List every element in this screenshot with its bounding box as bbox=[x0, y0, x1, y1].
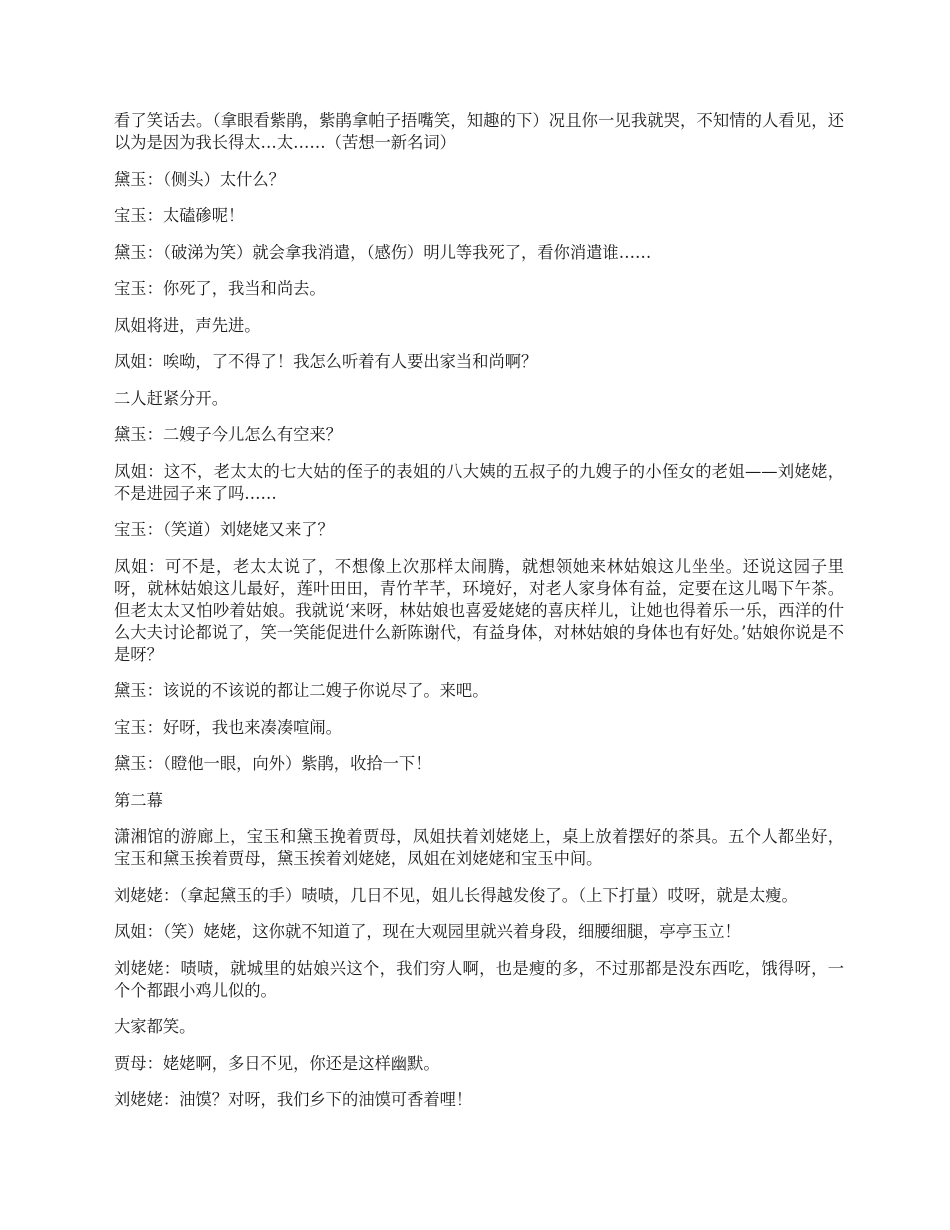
dialogue-line: 刘姥姥：啧啧，就城里的姑娘兴这个，我们穷人啊，也是瘦的多，不过那都是没东西吃，饿得呀，一个个都跟小鸡儿似的。 bbox=[114, 958, 844, 1000]
dialogue-line: 黛玉：该说的不该说的都让二嫂子你说尽了。来吧。 bbox=[114, 681, 489, 700]
stage-direction: 凤姐将进，声先进。 bbox=[114, 315, 261, 335]
dialogue-line: 黛玉：（侧头）太什么？ bbox=[114, 169, 285, 189]
dialogue-line: 刘姥姥：（拿起黛玉的手）啧啧，几日不见，姐儿长得越发俊了。（上下打量）哎呀，就是太瘦。 bbox=[114, 885, 798, 905]
dialogue-line: 凤姐：可不是，老太太说了，不想像上次那样太闹腾，就想领她来林姑娘这儿坐坐。还说这园子里呀，就林姑娘这儿最好，莲叶田田，青竹芊芊，环境好，对老人家身体有益，定要在这儿喝下午茶。但老太太又怕吵着姑娘。我就说‘来呀，林姑娘也喜爱姥姥的喜庆样儿，让她也得着乐一乐，西洋的什么大夫讨论都说了，笑一笑能促进什么新陈谢代，有益身体，对林姑娘的身体也有好处。’姑娘你说是不是呀？ bbox=[114, 556, 844, 664]
dialogue-line: 宝玉：你死了，我当和尚去。 bbox=[114, 279, 326, 298]
stage-direction: 二人赶紧分开。 bbox=[114, 388, 228, 408]
dialogue-line: 宝玉：太磕碜呢！ bbox=[114, 206, 245, 225]
dialogue-line: 宝玉：（笑道）刘姥姥又来了？ bbox=[114, 520, 334, 539]
dialogue-line: 贾母：姥姥啊，多日不见，你还是这样幽默。 bbox=[114, 1053, 440, 1073]
stage-direction: 潇湘馆的游廊上，宝玉和黛玉挽着贾母，凤姐扶着刘姥姥上，桌上放着摆好的茶具。五个人都坐好，宝玉和黛玉挨着贾母，黛玉挨着刘姥姥，凤姐在刘姥姥和宝玉中间。 bbox=[114, 827, 844, 868]
dialogue-line: 凤姐：这不，老太太的七大姑的侄子的表姐的八大姨的五叔子的九嫂子的小侄女的老姐——刘姥姥，不是进园子来了吗…… bbox=[114, 461, 844, 503]
act-heading: 第二幕 bbox=[114, 790, 163, 810]
dialogue-line: 黛玉：（瞪他一眼，向外）紫鹃，收拾一下！ bbox=[114, 754, 432, 773]
paragraph-narration: 看了笑话去。（拿眼看紫鹃，紫鹃拿帕子捂嘴笑，知趣的下）况且你一见我就哭，不知情的人看见，还以为是因为我长得太…太……（苦想一新名词） bbox=[114, 111, 844, 152]
stage-direction: 大家都笑。 bbox=[114, 1017, 196, 1036]
dialogue-line: 黛玉：（破涕为笑）就会拿我消遣，（感伤）明儿等我死了，看你消遣谁…… bbox=[114, 242, 652, 262]
dialogue-line: 凤姐：（笑）姥姥，这你就不知道了，现在大观园里就兴着身段，细腰细腿，亭亭玉立！ bbox=[114, 922, 741, 941]
dialogue-line: 宝玉：好呀，我也来凑凑喧闹。 bbox=[114, 717, 342, 737]
dialogue-line: 刘姥姥：油馍？对呀，我们乡下的油馍可香着哩！ bbox=[114, 1090, 473, 1109]
dialogue-line: 黛玉：二嫂子今儿怎么有空来？ bbox=[114, 425, 342, 444]
dialogue-line: 凤姐：唉呦，了不得了！我怎么听着有人要出家当和尚啊？ bbox=[114, 352, 538, 371]
document-page bbox=[114, 110, 844, 1126]
